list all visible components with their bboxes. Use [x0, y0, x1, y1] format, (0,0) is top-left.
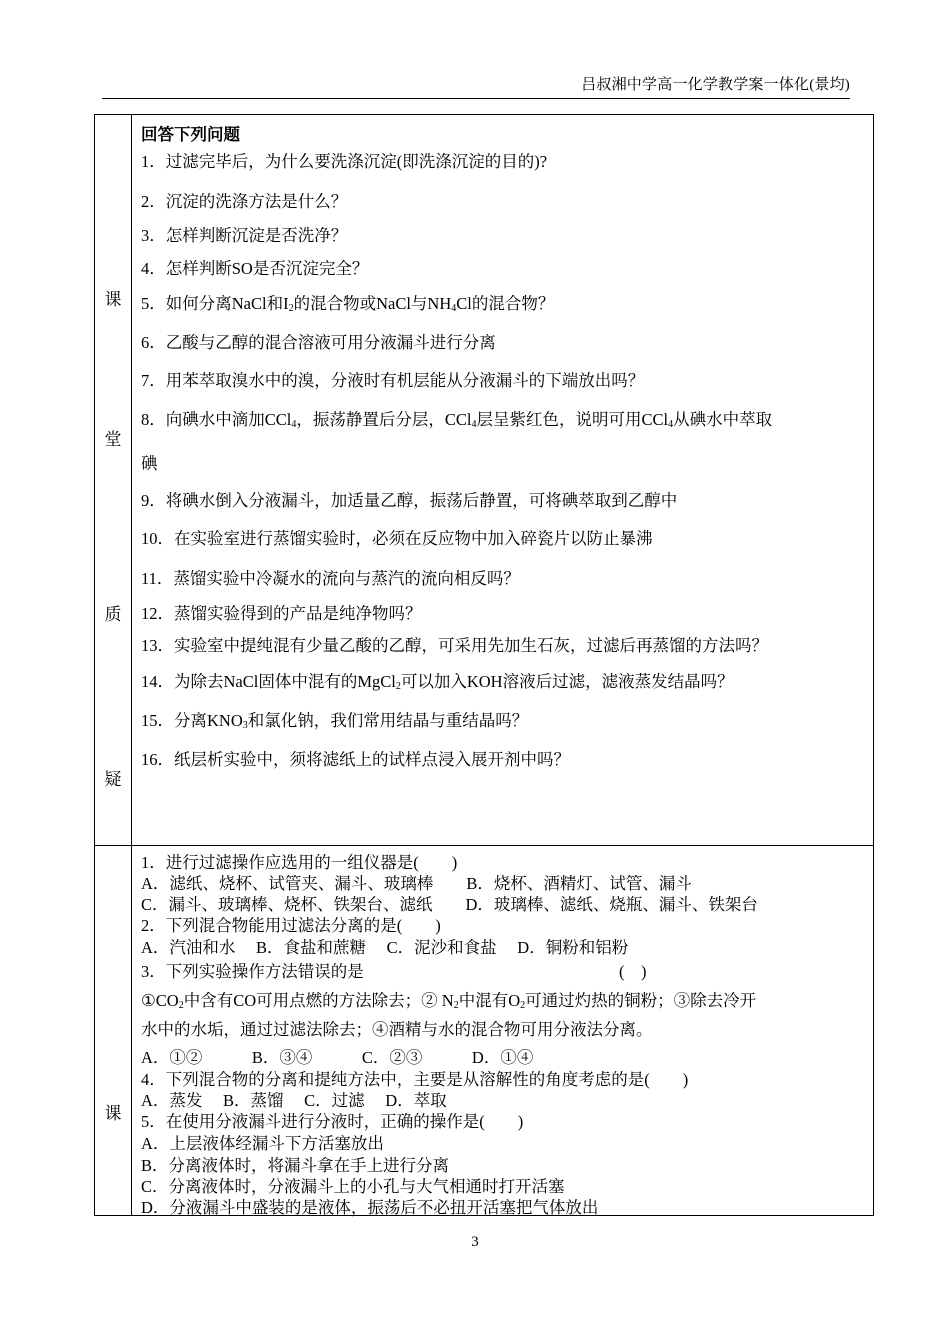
exercise-options: A．蒸发 B．蒸馏 C．过滤 D．萃取 — [141, 1091, 447, 1110]
page-number: 3 — [471, 1234, 479, 1250]
exercise-statement-continuation: 水中的水垢，通过过滤法除去；④酒精与水的混合物可用分液法分离。 — [141, 1020, 653, 1039]
side-label-char: 质 — [104, 605, 122, 624]
question-item: 16．纸层析实验中，须将滤纸上的试样点浸入展开剂中吗？ — [141, 750, 570, 769]
section-label-column — [95, 846, 132, 1215]
section-label-column — [95, 115, 132, 845]
exercise-options: A．滤纸、烧杯、试管夹、漏斗、玻璃棒 B．烧杯、酒精灯、试管、漏斗 — [141, 874, 692, 893]
question-item: 2．沉淀的洗涤方法是什么？ — [141, 192, 348, 211]
question-item: 15．分离$KNO_3$和氯化钠，我们常用结晶与重结晶吗？ — [141, 711, 529, 731]
exercise-option: A．上层液体经漏斗下方活塞放出 — [141, 1134, 384, 1153]
header-title: 吕叔湘中学高一化学教学案一体化(景均) — [581, 77, 850, 93]
question-item: 12．蒸馏实验得到的产品是纯净物吗？ — [141, 604, 422, 623]
page-header — [102, 72, 850, 99]
exercise-question: 1．进行过滤操作应选用的一组仪器是( ) — [141, 853, 458, 872]
question-item: 11．蒸馏实验中冷凝水的流向与蒸汽的流向相反吗？ — [141, 569, 520, 588]
question-item: 1．过滤完毕后，为什么要洗涤沉淀(即洗涤沉淀的目的)? — [141, 152, 548, 171]
classroom-questions-table — [94, 114, 874, 846]
question-item: 14．为除去NaCl固体中混有的MgCl$_2$可以加入KOH溶液后过滤，滤液蒸发结晶吗？ — [141, 672, 734, 692]
exercise-statement: $①CO_2$中含有CO可用点燃的方法除去；② $N_2$中混有$O_2$可通过灼热的铜粉；③除去冷开 — [141, 991, 757, 1011]
exercise-question: 5．在使用分液漏斗进行分液时，正确的操作是( ) — [141, 1112, 524, 1131]
side-label-char: 堂 — [104, 430, 122, 449]
exercise-option: D．分液漏斗中盛装的是液体，振荡后不必扭开活塞把气体放出 — [141, 1198, 599, 1217]
exercise-options: A．汽油和水 B．食盐和蔗糖 C．泥沙和食盐 D．铜粉和铝粉 — [141, 938, 629, 957]
side-label-char: 课 — [104, 290, 122, 309]
question-item: 6．乙酸与乙醇的混合溶液可用分液漏斗进行分离 — [141, 333, 496, 352]
question-item: 10．在实验室进行蒸馏实验时，必须在反应物中加入碎瓷片以防止暴沸 — [141, 529, 653, 548]
question-item: 3．怎样判断沉淀是否洗净？ — [141, 226, 348, 245]
exercise-option: C．分离液体时，分液漏斗上的小孔与大气相通时打开活塞 — [141, 1177, 565, 1196]
question-item: 9．将碘水倒入分液漏斗，加适量乙醇，振荡后静置，可将碘萃取到乙醇中 — [141, 491, 678, 510]
question-item-continuation: 碘 — [141, 454, 158, 473]
question-item: 4．怎样判断SO是否沉淀完全？ — [141, 259, 369, 278]
exercise-table — [94, 845, 874, 1216]
answer-parenthesis: ( ) — [619, 962, 647, 981]
question-item: 13．实验室中提纯混有少量乙酸的乙醇，可采用先加生石灰，过滤后再蒸馏的方法吗？ — [141, 636, 768, 655]
exercise-question: 3．下列实验操作方法错误的是 — [141, 962, 364, 981]
exercise-options: C．漏斗、玻璃棒、烧杯、铁架台、滤纸 D．玻璃棒、滤纸、烧瓶、漏斗、铁架台 — [141, 895, 758, 914]
section-heading: 回答下列问题 — [141, 126, 240, 144]
exercise-option: B．分离液体时，将漏斗拿在手上进行分离 — [141, 1156, 450, 1175]
side-label-char: 疑 — [104, 770, 122, 789]
side-label-char: 课 — [104, 1104, 122, 1123]
question-item: 8．向碘水中滴加CCl$_4$，振荡静置后分层，CCl$_4$层呈紫红色，说明可用CCl$_4$从碘水中萃取 — [141, 410, 773, 430]
exercise-question: 2．下列混合物能用过滤法分离的是( ) — [141, 916, 441, 935]
question-item: 7．用苯萃取溴水中的溴，分液时有机层能从分液漏斗的下端放出吗？ — [141, 371, 645, 390]
exercise-options: A．①② B．③④ C．②③ D．①④ — [141, 1048, 534, 1067]
question-item: 5．如何分离NaCl和$I_2$的混合物或NaCl与$NH_4Cl$的混合物？ — [141, 294, 555, 314]
exercise-question: 4．下列混合物的分离和提纯方法中，主要是从溶解性的角度考虑的是( ) — [141, 1070, 689, 1089]
